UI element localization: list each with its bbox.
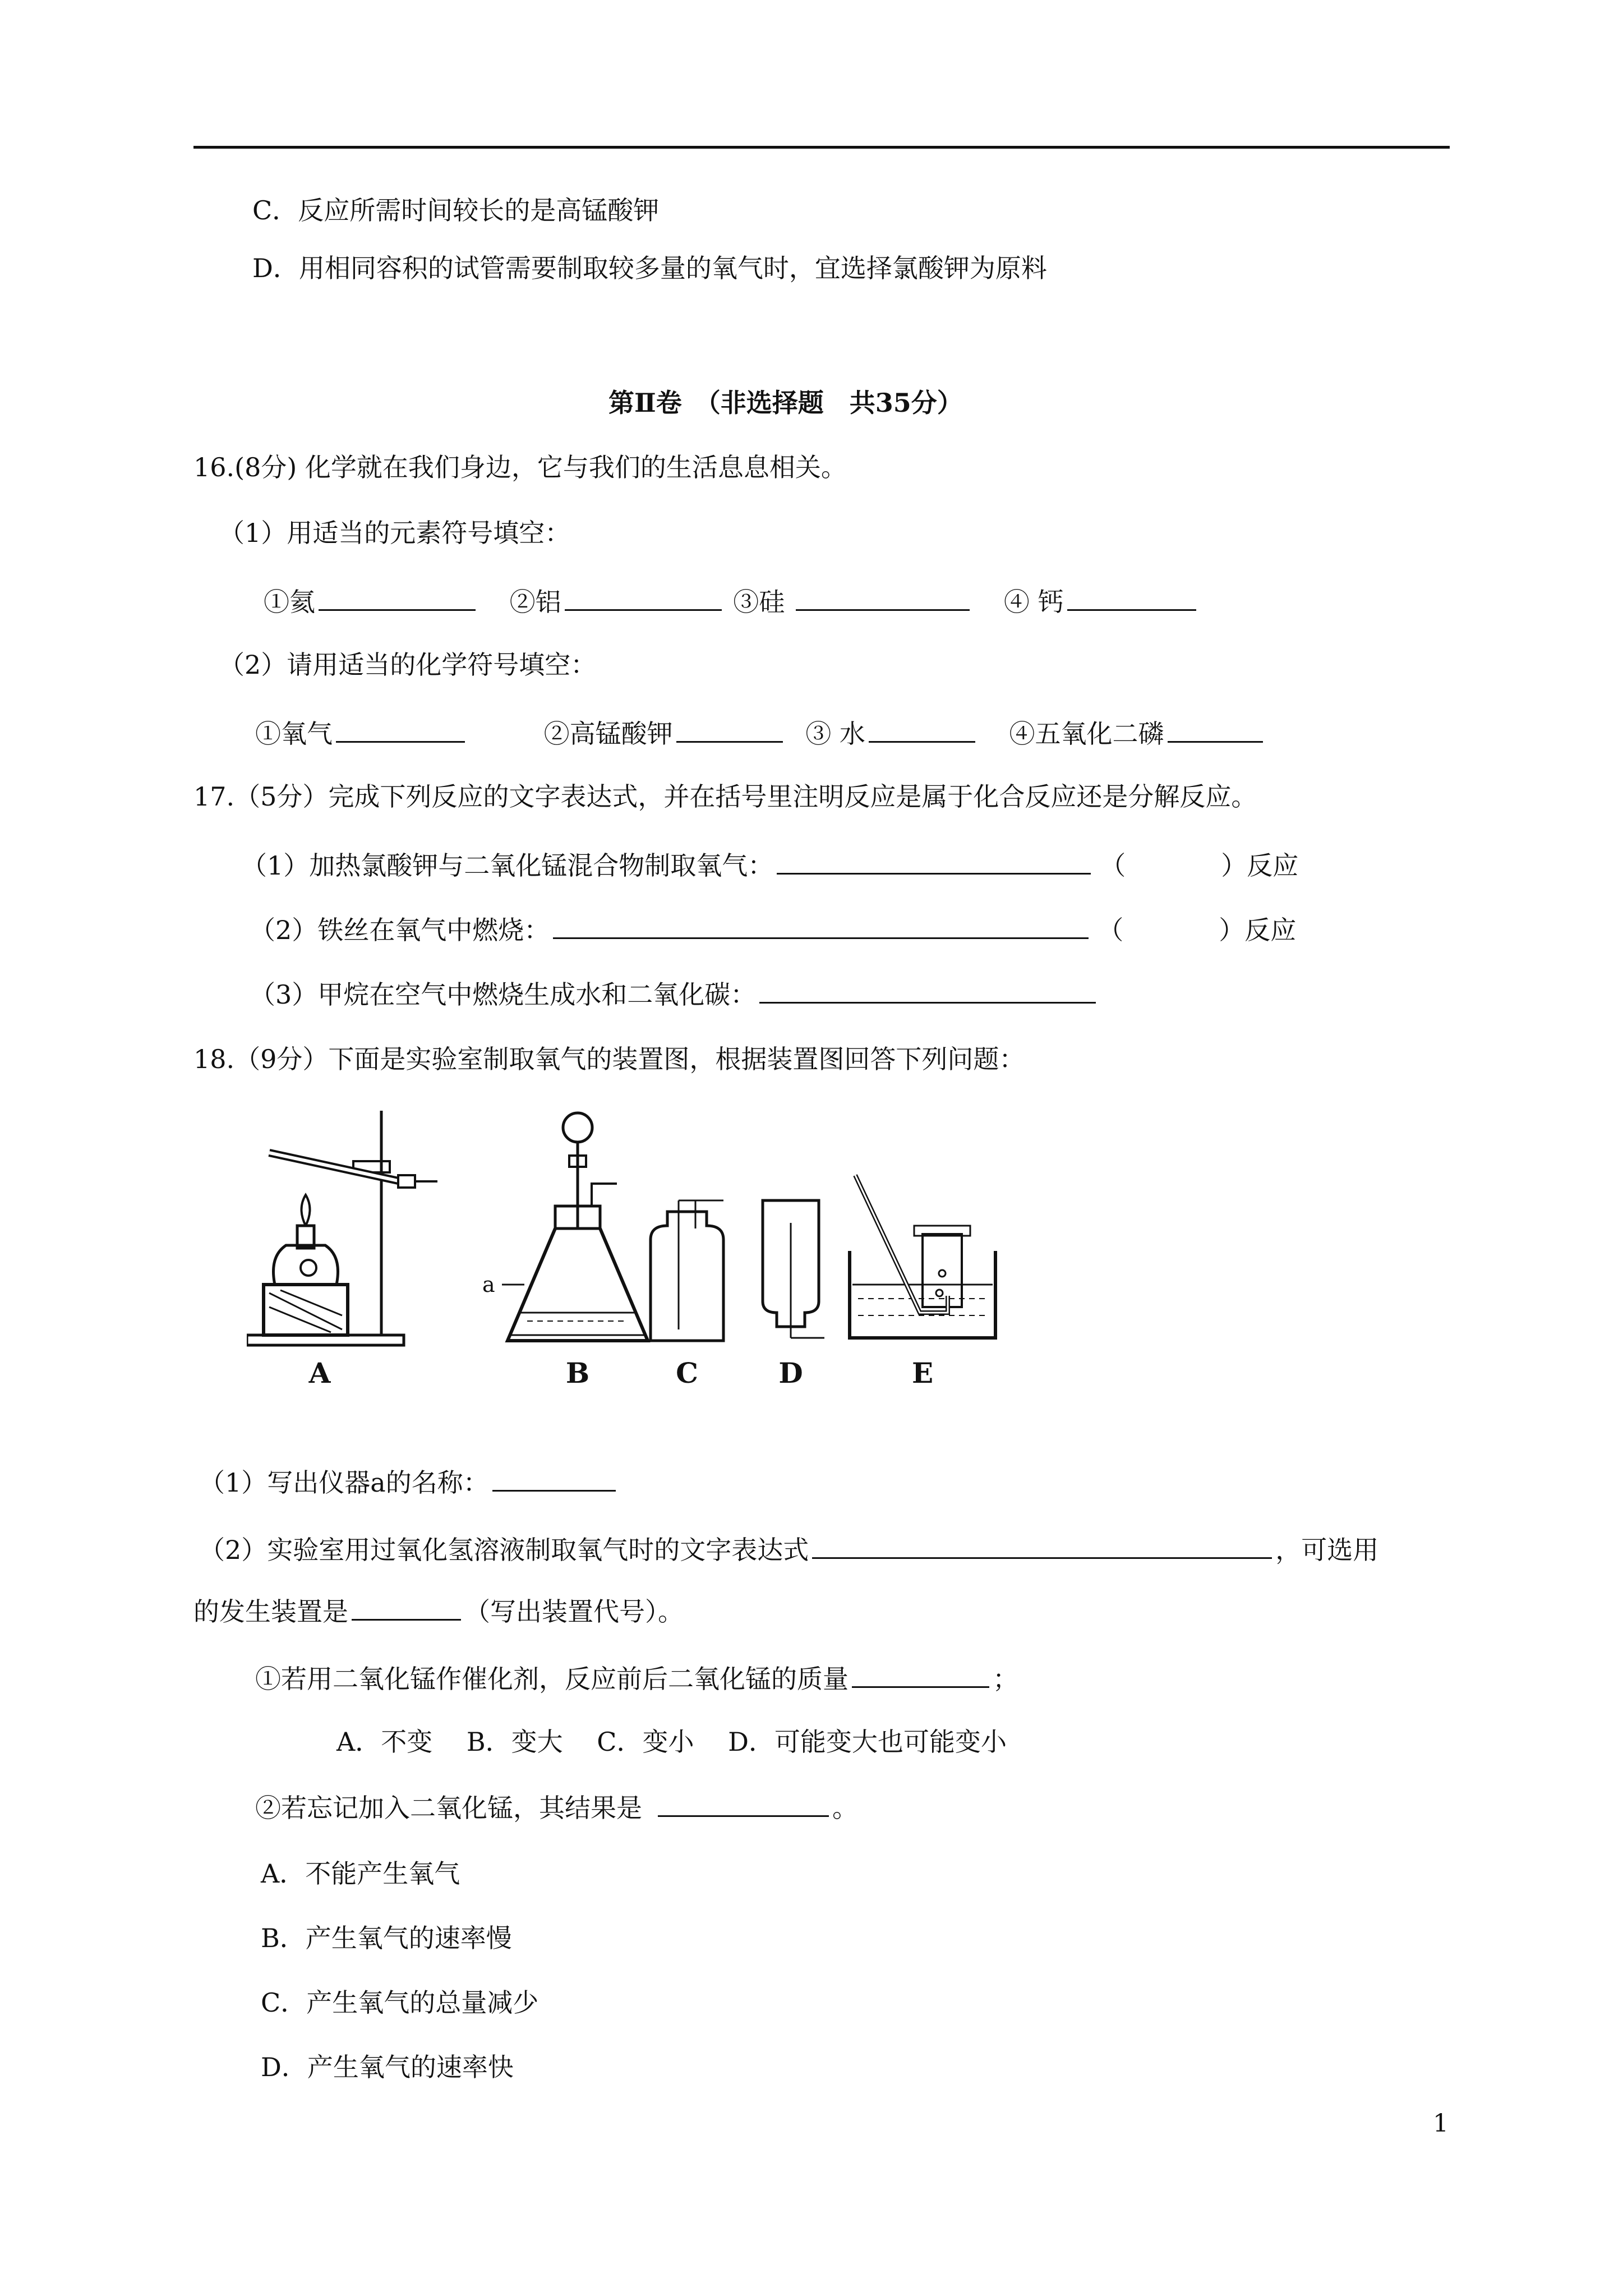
q17-item-1 bbox=[241, 847, 1298, 882]
option-d: D．用相同容积的试管需要制取较多量的氧气时，宜选择氯酸钾为原料 bbox=[252, 253, 1047, 283]
label-e: E bbox=[911, 1356, 934, 1389]
q18-sub2-option-b: B．产生氧气的速率慢 bbox=[261, 1923, 512, 1953]
label-b: B bbox=[565, 1356, 590, 1389]
label-c: C bbox=[676, 1356, 698, 1389]
answer-blank[interactable] bbox=[352, 1593, 461, 1621]
answer-blank[interactable] bbox=[336, 715, 465, 743]
answer-blank[interactable] bbox=[869, 715, 975, 743]
q16-part2-items bbox=[255, 715, 1266, 751]
apparatus-d bbox=[763, 1200, 824, 1338]
apparatus-b bbox=[482, 1113, 648, 1341]
answer-blank[interactable] bbox=[492, 1464, 616, 1492]
page-number: 1 bbox=[1433, 2109, 1449, 2138]
q18-s2-text: ②若忘记加入二氧化锰，其结果是 bbox=[255, 1793, 642, 1823]
q18-p2-text: （2）实验室用过氧化氢溶液制取氧气时的文字表达式 bbox=[199, 1535, 809, 1565]
answer-blank[interactable] bbox=[1168, 715, 1263, 743]
q18-p2-text: ，可选用 bbox=[1275, 1535, 1379, 1565]
apparatus-c bbox=[651, 1200, 723, 1341]
paren-open: （ bbox=[1098, 915, 1124, 945]
q16-p1-item: ③硅 bbox=[733, 587, 785, 617]
paren-open: （ bbox=[1100, 850, 1126, 881]
answer-blank[interactable] bbox=[676, 715, 783, 743]
q18-part2-line2 bbox=[193, 1593, 684, 1628]
paren-close: ）反应 bbox=[1221, 850, 1299, 881]
q16-p2-item: ③ 水 bbox=[805, 719, 865, 749]
label-a-mark: a bbox=[482, 1272, 495, 1297]
q18-s1-text: ①若用二氧化锰作催化剂，反应前后二氧化锰的质量 bbox=[255, 1664, 849, 1694]
q16-part2-title: （2）请用适当的化学符号填空： bbox=[219, 650, 597, 680]
label-a: A bbox=[308, 1356, 331, 1389]
apparatus-e bbox=[850, 1175, 995, 1338]
q18-p1-text: （1）写出仪器a的名称： bbox=[199, 1467, 489, 1498]
q17-item-text: （1）加热氯酸钾与二氧化锰混合物制取氧气： bbox=[241, 850, 774, 881]
answer-blank[interactable] bbox=[565, 583, 722, 611]
q16-p2-item: ①氧气 bbox=[255, 719, 333, 749]
q16-p1-item: ①氦 bbox=[264, 587, 315, 617]
q18-p2-text: （写出装置代号）。 bbox=[464, 1596, 684, 1627]
q16-part1-title: （1）用适当的元素符号填空： bbox=[219, 518, 571, 548]
q16-p2-item: ④五氧化二磷 bbox=[1009, 719, 1164, 749]
label-d: D bbox=[778, 1356, 803, 1389]
q17-item-text: （2）铁丝在氧气中燃烧： bbox=[250, 915, 550, 945]
header-rule bbox=[193, 146, 1450, 149]
answer-blank[interactable] bbox=[1067, 583, 1196, 611]
section-title: 第Ⅱ卷 （非选择题 共35分） bbox=[608, 388, 963, 418]
q18-part2-line1 bbox=[199, 1531, 1378, 1567]
q17-stem: 17.（5分）完成下列反应的文字表达式，并在括号里注明反应是属于化合反应还是分解反应。 bbox=[193, 781, 1257, 812]
answer-blank[interactable] bbox=[852, 1660, 989, 1688]
paren-close: ）反应 bbox=[1219, 915, 1297, 945]
option-c: C．反应所需时间较长的是高锰酸钾 bbox=[252, 195, 660, 226]
q18-sub2-option-d: D．产生氧气的速率快 bbox=[261, 2052, 514, 2082]
q18-sub2-option-a: A．不能产生氧气 bbox=[261, 1858, 460, 1889]
q17-item-2 bbox=[250, 912, 1296, 947]
apparatus-a bbox=[247, 1111, 437, 1345]
q18-sub2 bbox=[255, 1789, 858, 1825]
answer-blank[interactable] bbox=[812, 1531, 1272, 1559]
q16-p2-item: ②高锰酸钾 bbox=[543, 719, 673, 749]
q16-p1-item: ④ 钙 bbox=[1003, 587, 1064, 617]
q18-sub1 bbox=[255, 1660, 1018, 1696]
q18-part1 bbox=[199, 1464, 619, 1499]
answer-blank[interactable] bbox=[553, 912, 1089, 939]
answer-blank[interactable] bbox=[777, 847, 1091, 875]
q18-s1-end: ； bbox=[993, 1664, 1018, 1694]
q18-stem: 18.（9分）下面是实验室制取氧气的装置图，根据装置图回答下列问题： bbox=[193, 1044, 1025, 1074]
answer-blank[interactable] bbox=[759, 976, 1096, 1004]
answer-blank[interactable] bbox=[796, 583, 970, 611]
q18-sub1-options: A．不变 B．变大 C．变小 D．可能变大也可能变小 bbox=[336, 1727, 1007, 1757]
q17-item-3 bbox=[250, 976, 1099, 1011]
q18-p2-text: 的发生装置是 bbox=[193, 1596, 348, 1627]
q16-p1-item: ②铝 bbox=[509, 587, 561, 617]
q17-item-text: （3）甲烷在空气中燃烧生成水和二氧化碳： bbox=[250, 979, 757, 1010]
q18-sub2-option-c: C．产生氧气的总量减少 bbox=[261, 1987, 539, 2018]
q16-part1-items bbox=[264, 583, 1200, 619]
answer-blank[interactable] bbox=[319, 583, 476, 611]
answer-blank[interactable] bbox=[658, 1789, 829, 1817]
q18-s2-end: 。 bbox=[832, 1793, 858, 1823]
apparatus-figure bbox=[247, 1099, 1088, 1391]
q16-stem: 16.(8分) 化学就在我们身边，它与我们的生活息息相关。 bbox=[193, 452, 847, 482]
